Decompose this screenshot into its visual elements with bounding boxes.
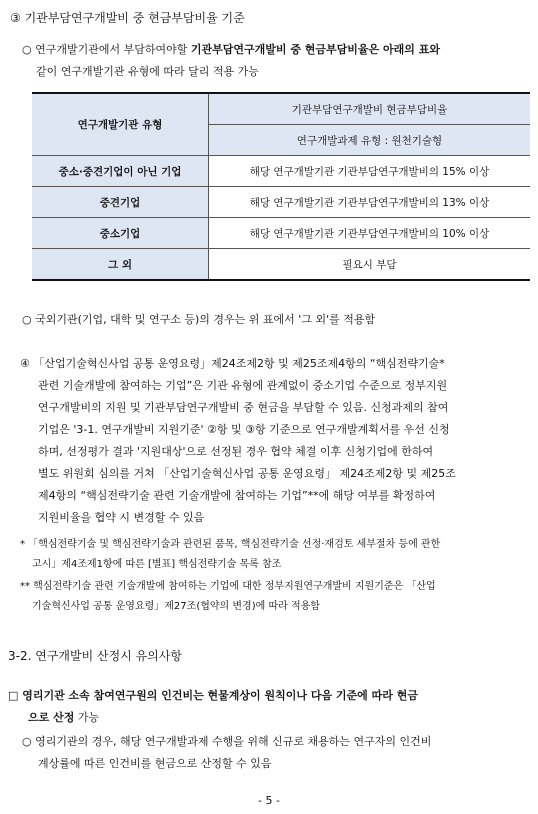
labor-cost-bullet-line-1: □ 영리기관 소속 참여연구원의 인건비는 현물계상이 원칙이나 다음 기준에 따라 현금 [8, 689, 418, 702]
table-header-subtype: 연구개발과제 유형 : 원천기술형 [209, 125, 531, 156]
section-4-line: 지원비율을 협약 시 변경할 수 있음 [38, 511, 205, 524]
footnote-2-line-2: 기술혁신사업 공통 운영요령」제27조(협약의 변경)에 따라 적용함 [32, 601, 320, 612]
footnote-1-line-1: * 「핵심전략기술 및 핵심전략기술과 관련된 품목, 핵심전략기술 선정·재검토 세부절차 등에 관한 [20, 539, 441, 550]
table-row [32, 187, 530, 218]
table-header-type: 연구개발기관 유형 [32, 93, 209, 156]
table-row [32, 218, 530, 249]
table-cell-ratio: 해당 연구개발기관 기관부담연구개발비의 15% 이상 [209, 156, 531, 187]
labor-cost-bullet-line-2 [28, 709, 99, 725]
table-cell-type: 중소기업 [32, 218, 209, 249]
text-bold: 으로 산정 [28, 711, 75, 724]
table-row [32, 156, 530, 187]
section-4-line: 관련 기술개발에 참여하는 기업”은 기관 유형에 관계없이 중소기업 수준으로 정부지원 [38, 379, 448, 392]
footnote-1-line-2: 고시」제4조제1항에 따른 [별표] 핵심전략기술 목록 참조 [32, 559, 282, 570]
table-cell-ratio: 해당 연구개발기관 기관부담연구개발비의 10% 이상 [209, 218, 531, 249]
section-4-line: 하며, 선정평가 결과 '지원대상'으로 선정된 경우 협약 체결 이후 신청기업에 한하여 [38, 445, 434, 458]
section-4-line: 별도 위원회 심의를 거쳐 「산업기술혁신사업 공통 운영요령」 제24조제2항 및 제25조 [38, 467, 456, 480]
table-cell-type: 중견기업 [32, 187, 209, 218]
table-row [32, 249, 530, 281]
table-cell-ratio: 해당 연구개발기관 기관부담연구개발비의 13% 이상 [209, 187, 531, 218]
page-number: - 5 - [258, 794, 280, 807]
labor-cost-sub-line-1: ○ 영리기관의 경우, 해당 연구개발과제 수행을 위해 신규로 채용하는 연구자의 인건비 [22, 735, 432, 748]
table-header-ratio: 기관부담연구개발비 현금부담비율 [209, 93, 531, 125]
section-4-line: 연구개발비의 지원 및 기관부담연구개발비 중 현금을 부담할 수 있음. 신청과제의 참여 [38, 401, 449, 414]
section-3-title: ③ 기관부담연구개발비 중 현금부담비율 기준 [10, 11, 245, 25]
text-bold: 기관부담연구개발비 중 현금부담비율은 아래의 표와 [190, 43, 440, 56]
section-3-2-title: 3-2. 연구개발비 산정시 유의사항 [8, 649, 182, 663]
section-4-line: 제4항의 “핵심전략기술 관련 기술개발에 참여하는 기업”**에 해당 여부를 확정하여 [38, 489, 436, 502]
section-4-line: 기업은 '3-1. 연구개발비 지원기준' ②항 및 ③항 기준으로 연구개발계획서를 우선 신청 [38, 423, 450, 436]
cash-ratio-paragraph-line-1 [22, 41, 440, 57]
footnote-2-line-1: ** 핵심전략기술 관련 기술개발에 참여하는 기업에 대한 정부지원연구개발비 지원기준은 「산업 [20, 581, 436, 592]
labor-cost-sub-line-2: 계상률에 따른 인건비를 현금으로 산정할 수 있음 [38, 757, 272, 770]
section-4-line: ④ 「산업기술혁신사업 공통 운영요령」제24조제2항 및 제25조제4항의 “핵심전략기술* [20, 357, 445, 370]
text-normal: ○ 연구개발기관에서 부담하여야할 [22, 43, 191, 56]
table-cell-type: 그 외 [32, 249, 209, 281]
table-cell-type: 중소·중견기업이 아닌 기업 [32, 156, 209, 187]
table-cell-ratio: 필요시 부담 [209, 249, 531, 281]
cash-ratio-paragraph-line-2: 같이 연구개발기관 유형에 따라 달리 적용 가능 [36, 65, 259, 78]
text-normal: 가능 [74, 711, 100, 724]
cash-ratio-table [32, 92, 530, 281]
foreign-institution-note: ○ 국외기관(기업, 대학 및 연구소 등)의 경우는 위 표에서 '그 외'를 적용함 [22, 313, 376, 326]
